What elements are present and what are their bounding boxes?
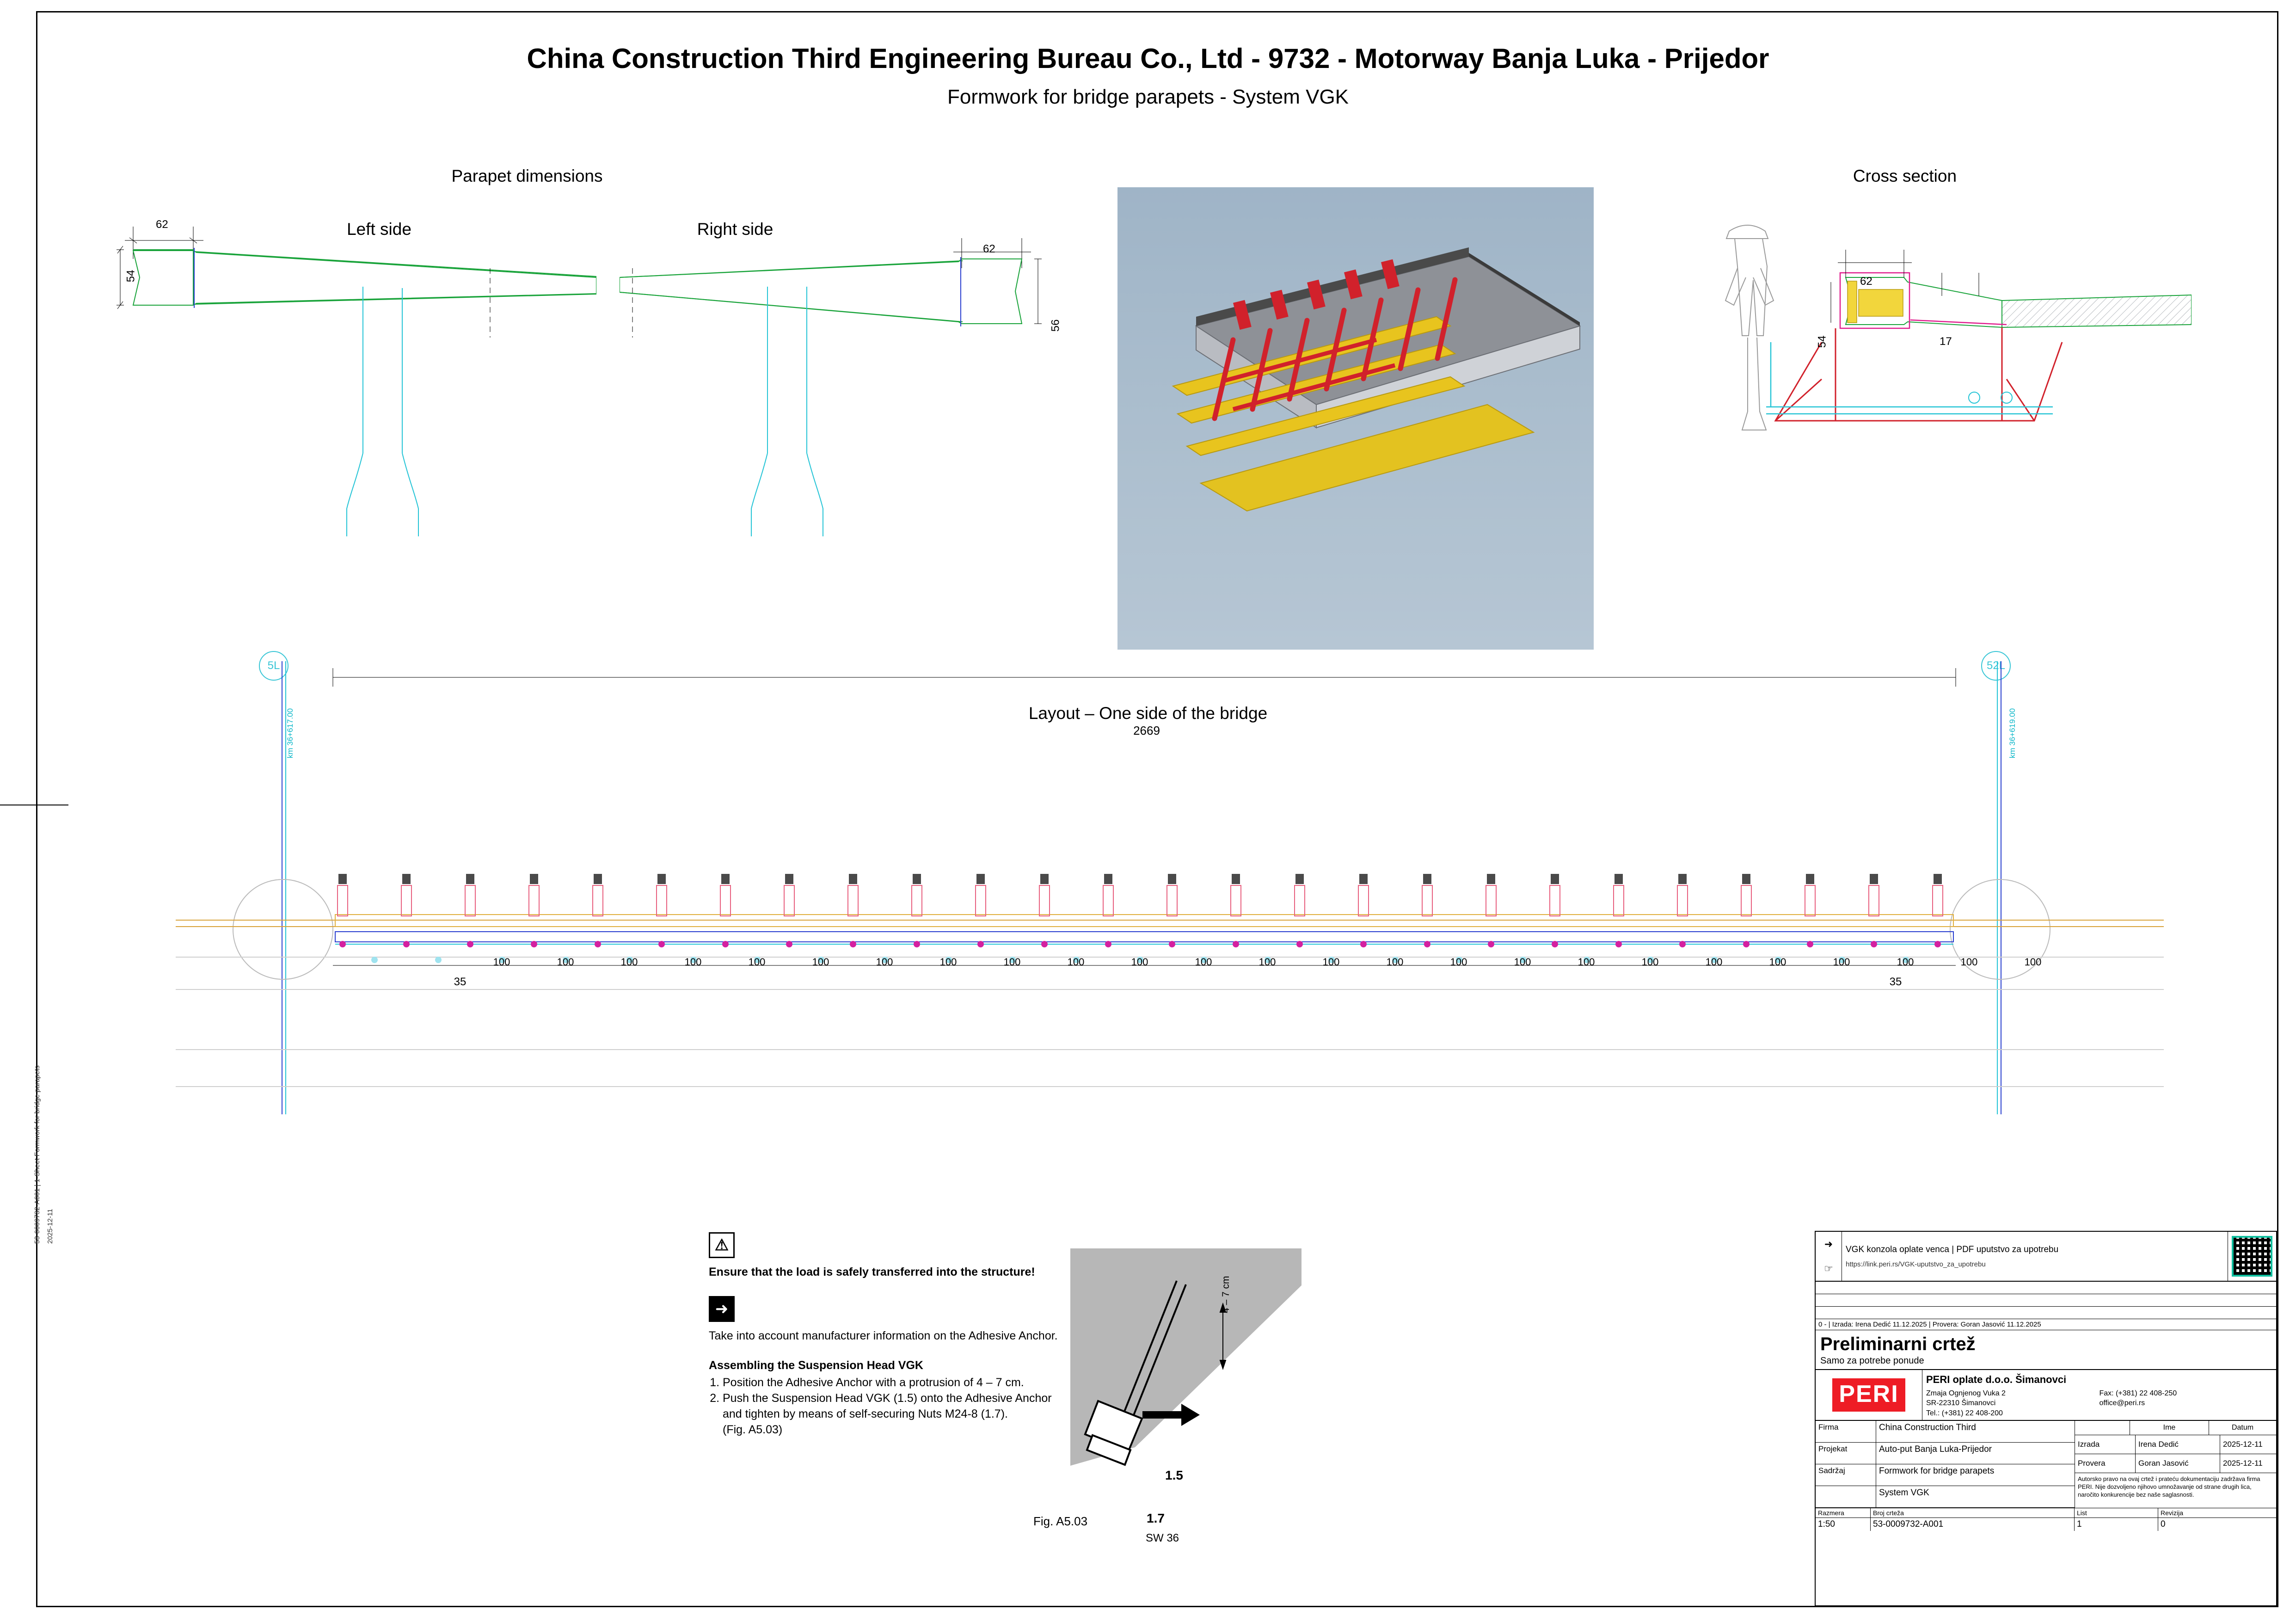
layout-spacing-label: 100 bbox=[1769, 956, 1786, 968]
warning-triangle-icon: ⚠ bbox=[709, 1232, 735, 1258]
layout-spacing-label: 100 bbox=[493, 956, 510, 968]
layout-end-right: 35 bbox=[1889, 976, 1902, 988]
assembly-step-figure-ref: (Fig. A5.03) bbox=[723, 1423, 783, 1436]
field-value: System VGK bbox=[1879, 1488, 1929, 1498]
assembly-step: 1. Position the Adhesive Anchor with a protrusion of 4 – 7 cm. bbox=[723, 1375, 1060, 1391]
peri-company-row bbox=[1816, 1370, 2276, 1421]
field-row bbox=[1816, 1486, 2075, 1508]
layout-spacing-label: 100 bbox=[1003, 956, 1021, 968]
peri-logo-text: PERI bbox=[1832, 1378, 1905, 1412]
layout-plan-drawing bbox=[176, 633, 2164, 1142]
peri-contact-line[interactable]: office@peri.rs bbox=[2099, 1399, 2145, 1407]
field-value: Auto-put Banja Luka-Prijedor bbox=[1879, 1444, 1992, 1454]
approval-header-cell bbox=[2075, 1421, 2130, 1435]
scale-value: 1:50 bbox=[1818, 1519, 1835, 1529]
legal-notice: Autorsko pravo na ovaj crtež i prateću dokumentaciju zadržava firma PERI. Nije dozvoljeno njihovo umnožavanje od strane drugih lica, naročito konkurencije bez naše saglasnosti. bbox=[2078, 1475, 2260, 1498]
arrow-right-icon: ➜ bbox=[1824, 1238, 1833, 1250]
dim-cross-width: 62 bbox=[1860, 275, 1872, 288]
title-block-grid bbox=[1816, 1421, 2276, 1508]
assembly-title: Assembling the Suspension Head VGK bbox=[709, 1358, 923, 1372]
layout-spacing-label: 100 bbox=[1897, 956, 1914, 968]
field-row bbox=[1816, 1421, 2075, 1443]
layout-total-length: 2669 bbox=[1133, 724, 1160, 737]
peri-company-name: PERI oplate d.o.o. Šimanovci bbox=[1926, 1374, 2067, 1385]
layout-spacing-label: 100 bbox=[684, 956, 702, 968]
warning-text: Ensure that the load is safely transferred into the structure! bbox=[709, 1266, 1035, 1278]
scale-cell bbox=[1816, 1508, 1871, 1531]
pdf-link-row[interactable] bbox=[1816, 1232, 2276, 1282]
layout-spacing-label: 100 bbox=[748, 956, 766, 968]
sheet-label: List bbox=[2075, 1508, 2158, 1518]
station-left-km: km 36+617.00 bbox=[286, 708, 295, 758]
approval-header-cell: Datum bbox=[2231, 1424, 2254, 1432]
dim-cross-detail: 17 bbox=[1940, 335, 1952, 348]
layout-spacing-label: 100 bbox=[876, 956, 893, 968]
dim-left-width: 62 bbox=[156, 218, 168, 231]
link-icon-column bbox=[1816, 1232, 1842, 1281]
assembly-steps bbox=[709, 1375, 1060, 1422]
detail-dimension: 4 – 7 cm bbox=[1221, 1276, 1231, 1313]
cross-section-drawing bbox=[1683, 203, 2192, 620]
sheet-cell bbox=[2075, 1508, 2158, 1531]
layout-spacing-label: 100 bbox=[2024, 956, 2042, 968]
hand-pointer-icon: ☞ bbox=[1824, 1262, 1833, 1274]
peri-address-line: Zmaja Ognjenog Vuka 2 bbox=[1926, 1389, 2006, 1397]
field-value: China Construction Third bbox=[1879, 1423, 1976, 1432]
approval-header-cell: Ime bbox=[2130, 1421, 2209, 1435]
layout-spacing-label: 100 bbox=[1705, 956, 1723, 968]
sheet-value: 1 bbox=[2077, 1519, 2082, 1529]
approval-name: Irena Dedić bbox=[2136, 1435, 2220, 1454]
approval-name: Goran Jasović bbox=[2136, 1454, 2220, 1473]
layout-end-left: 35 bbox=[454, 976, 467, 988]
field-row bbox=[1816, 1443, 2075, 1464]
dim-cross-height: 54 bbox=[1816, 335, 1829, 348]
layout-spacing-label: 100 bbox=[1386, 956, 1404, 968]
revision-line: 0 - | Izrada: Irena Dedić 11.12.2025 | Provera: Goran Jasović 11.12.2025 bbox=[1816, 1319, 2276, 1330]
station-left-label: 5L bbox=[267, 659, 280, 672]
project-fields bbox=[1816, 1421, 2075, 1508]
layout-spacing-label: 100 bbox=[1131, 956, 1148, 968]
page-title: China Construction Third Engineering Bureau Co., Ltd - 9732 - Motorway Banja Luka - Prijedor bbox=[527, 43, 1769, 74]
approval-table bbox=[2075, 1421, 2276, 1508]
station-right-label: 52L bbox=[1986, 659, 2006, 672]
parapet-left-drawing bbox=[106, 213, 596, 573]
parapet-right-drawing bbox=[620, 213, 1063, 573]
qr-code[interactable] bbox=[2228, 1232, 2276, 1281]
field-key bbox=[1816, 1486, 1876, 1507]
arrow-right-icon: ➜ bbox=[709, 1296, 735, 1322]
figure-label: Fig. A5.03 bbox=[1033, 1514, 1088, 1528]
field-key: Projekat bbox=[1816, 1443, 1876, 1464]
approval-date: 2025-12-11 bbox=[2223, 1440, 2263, 1449]
link-title: VGK konzola oplate venca | PDF uputstvo za upotrebu bbox=[1846, 1244, 2059, 1254]
approval-role: Provera bbox=[2075, 1454, 2136, 1473]
callout-1-5: 1.5 bbox=[1165, 1468, 1183, 1482]
layout-spacing-label: 100 bbox=[1578, 956, 1595, 968]
section-label-layout: Layout – One side of the bridge bbox=[1028, 704, 1268, 723]
drawing-number-label: Broj crteža bbox=[1871, 1508, 2074, 1518]
assembly-step: 2. Push the Suspension Head VGK (1.5) onto the Adhesive Anchor and tighten by means of self-securing Nuts M24-8 (1.7). bbox=[723, 1391, 1060, 1422]
page-subtitle: Formwork for bridge parapets - System VGK bbox=[947, 86, 1349, 108]
layout-spacing-label: 100 bbox=[620, 956, 638, 968]
blank-row bbox=[1816, 1307, 2276, 1319]
station-right-km: km 36+619.00 bbox=[2008, 708, 2017, 758]
blank-revision-rows bbox=[1816, 1282, 2276, 1319]
qr-code-image bbox=[2232, 1236, 2272, 1277]
layout-spacing-label: 100 bbox=[1067, 956, 1085, 968]
peri-address-line: SR-22310 Šimanovci bbox=[1926, 1399, 1996, 1407]
title-block bbox=[1815, 1231, 2277, 1606]
title-block-bottom-strip bbox=[1816, 1508, 2276, 1531]
approval-header-row bbox=[2075, 1421, 2276, 1435]
layout-spacing-label: 100 bbox=[1641, 956, 1659, 968]
section-label-cross-section: Cross section bbox=[1853, 166, 1957, 185]
manufacturer-note: Take into account manufacturer information on the Adhesive Anchor. bbox=[709, 1329, 1058, 1342]
layout-spacing-label: 100 bbox=[1960, 956, 1978, 968]
preliminary-title: Preliminarni crtež bbox=[1820, 1334, 1976, 1354]
revision-cell bbox=[2158, 1508, 2276, 1531]
layout-spacing-label: 100 bbox=[1259, 956, 1276, 968]
layout-spacing-label: 100 bbox=[1195, 956, 1212, 968]
peri-address-line: Tel.: (+381) 22 408-200 bbox=[1926, 1409, 2003, 1417]
blank-row bbox=[1816, 1294, 2276, 1307]
section-label-left-side: Left side bbox=[347, 220, 411, 239]
layout-spacing-label: 100 bbox=[1322, 956, 1340, 968]
layout-spacing-label: 100 bbox=[812, 956, 829, 968]
approval-row bbox=[2075, 1454, 2276, 1473]
revision-label: Revizija bbox=[2158, 1508, 2276, 1518]
approval-role: Izrada bbox=[2075, 1435, 2136, 1454]
blank-row bbox=[1816, 1282, 2276, 1294]
sheet-margin-date: 2025-12-11 bbox=[46, 1209, 54, 1244]
drawing-number-cell bbox=[1871, 1508, 2075, 1531]
layout-spacing-label: 100 bbox=[939, 956, 957, 968]
layout-spacing-label: 100 bbox=[557, 956, 574, 968]
field-key: Firma bbox=[1816, 1421, 1876, 1442]
approval-row bbox=[2075, 1435, 2276, 1454]
dim-right-width: 62 bbox=[983, 243, 995, 255]
sheet-margin-code: 53-0009732-A001 | 1-Sheet Formwork for bridge parapets bbox=[33, 1065, 41, 1244]
preliminary-notice bbox=[1816, 1330, 2276, 1370]
isometric-render bbox=[1117, 187, 1594, 650]
peri-logo bbox=[1816, 1370, 1922, 1420]
layout-spacing-label: 100 bbox=[1833, 956, 1850, 968]
field-row bbox=[1816, 1464, 2075, 1486]
section-label-parapet-dimensions: Parapet dimensions bbox=[451, 166, 603, 185]
revision-value: 0 bbox=[2161, 1519, 2166, 1529]
dim-left-height: 54 bbox=[124, 270, 137, 283]
field-value: Formwork for bridge parapets bbox=[1879, 1466, 1995, 1476]
layout-spacing-label: 100 bbox=[1450, 956, 1467, 968]
callout-sw: SW 36 bbox=[1146, 1532, 1179, 1544]
suspension-head-detail-figure bbox=[1043, 1248, 1329, 1544]
approval-date: 2025-12-11 bbox=[2223, 1459, 2263, 1468]
layout-spacing-label: 100 bbox=[1514, 956, 1531, 968]
preliminary-subtitle: Samo za potrebe ponude bbox=[1820, 1356, 1924, 1366]
field-key: Sadržaj bbox=[1816, 1464, 1876, 1486]
dim-right-height: 56 bbox=[1049, 319, 1062, 332]
callout-1-7: 1.7 bbox=[1147, 1511, 1165, 1525]
drawing-number-value: 53-0009732-A001 bbox=[1873, 1519, 1944, 1529]
peri-contact-line: Fax: (+381) 22 408-250 bbox=[2099, 1389, 2177, 1397]
link-url[interactable]: https://link.peri.rs/VGK-uputstvo_za_upotrebu bbox=[1846, 1260, 1986, 1268]
scale-label: Razmera bbox=[1816, 1508, 1870, 1518]
assembly-instructions bbox=[709, 1232, 1060, 1438]
section-label-right-side: Right side bbox=[697, 220, 774, 239]
